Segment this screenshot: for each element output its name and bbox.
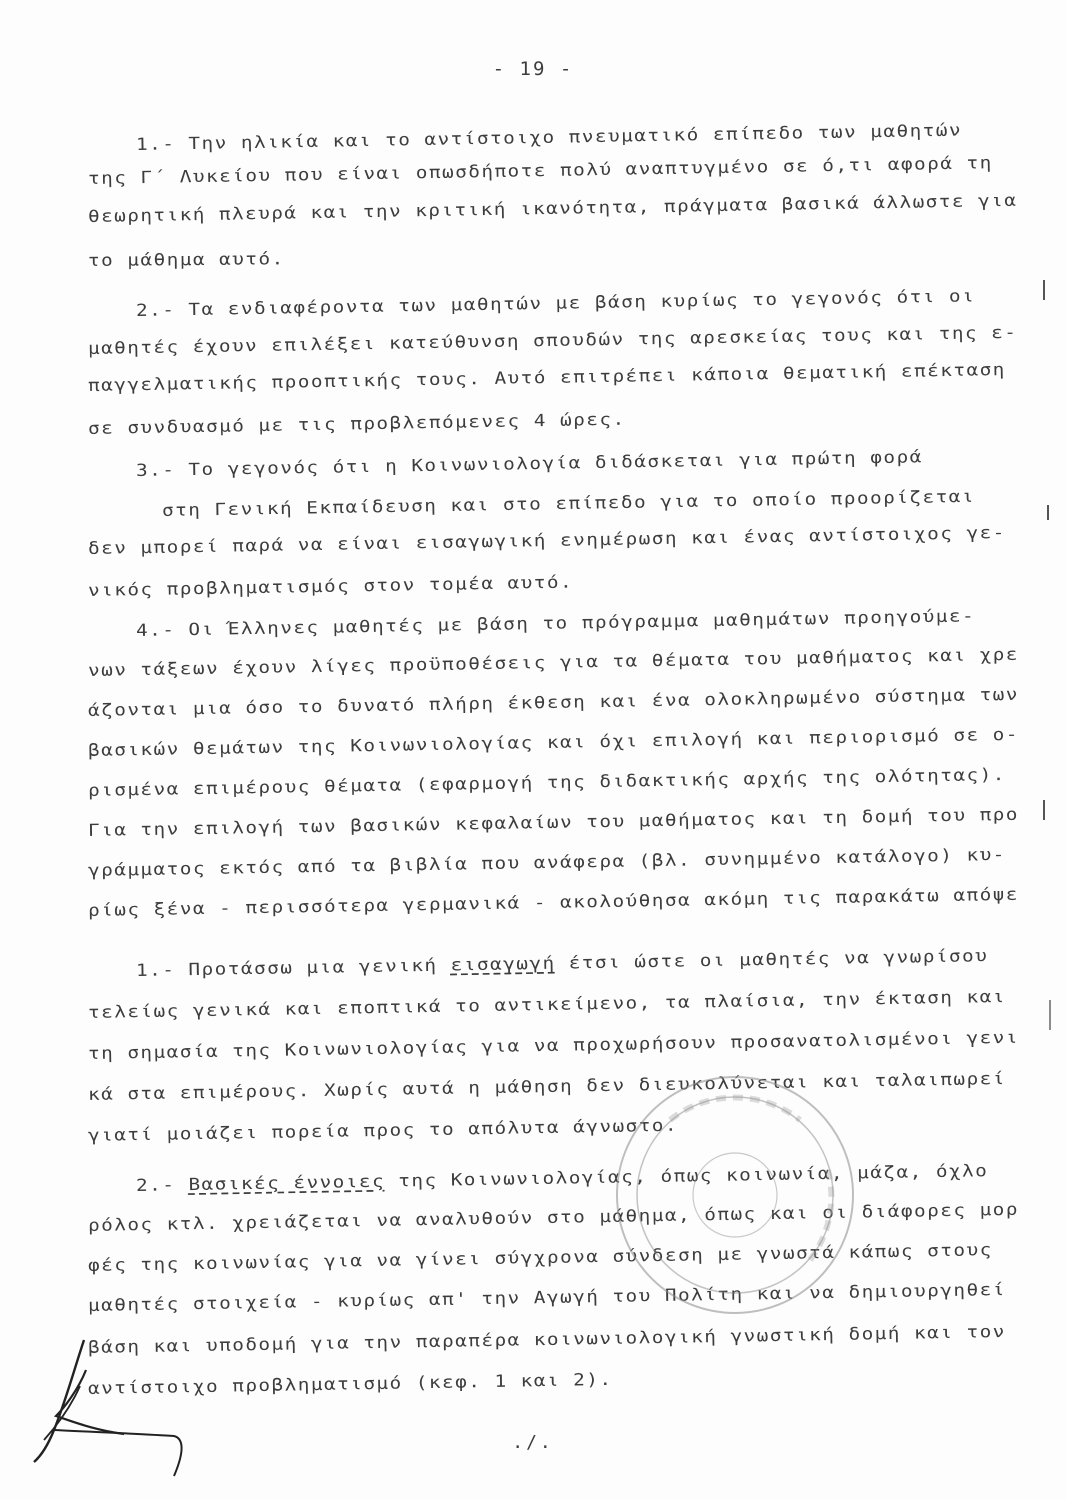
text-segment: της Κοινωνιολογίας, όπως κοινωνία, μάζα, όχλο [384, 1160, 989, 1191]
text-line: σε συνδυασμό με τις προβλεπόμενες 4 ώρες. [87, 408, 626, 438]
text-line: φές της κοινωνίας για να γίνει σύγχρονα σύνδεση με γνωστά κάπως στους [87, 1239, 993, 1275]
text-line: Για την επιλογή των βασικών κεφαλαίων του μαθήματος και τη δομή του προ [87, 803, 1020, 840]
text-line: άζονται μια όσο το δυνατό πλήρη έκθεση και ένα ολοκληρωμένο σύστημα των [87, 683, 1020, 720]
text-line: 1.- Την ηλικία και το αντίστοιχο πνευματικό επίπεδο των μαθητών [135, 119, 963, 154]
underlined-heading: Βασικές έννοιες [188, 1170, 386, 1195]
text-line: το μάθημα αυτό. [87, 248, 285, 270]
underlined-heading: εισαγωγή [450, 952, 556, 975]
text-line: ρίως ξένα - περισσότερα γερμανικά - ακολούθησα ακόμη τις παρακάτω απόψε [87, 883, 1020, 920]
text-line: κά στα επιμέρους. Χωρίς αυτά η μάθηση δεν διευκολύνεται και ταλαιπωρεί [87, 1067, 1007, 1104]
text-line: τελείως γενικά και εποπτικά το αντικείμενο, τα πλαίσια, την έκταση και [87, 985, 1007, 1022]
text-line: γιατί μοιάζει πορεία προς το απόλυτα άγνωστο. [87, 1114, 679, 1145]
text-line: αντίστοιχο προβληματισμό (κεφ. 1 και 2). [87, 1368, 613, 1398]
text-line: δεν μπορεί παρά να είναι εισαγωγική ενημέρωση και ένας αντίστοιχος γε- [87, 521, 1007, 558]
text-line: 4.- Οι Έλληνες μαθητές με βάση το πρόγραμμα μαθημάτων προηγούμε- [135, 605, 976, 640]
text-segment: 2.- [135, 1174, 189, 1195]
handwritten-signature [14, 1330, 194, 1480]
text-line: γράμματος εκτός από τα βιβλία που ανάφερα (βλ. συνημμένο κατάλογο) κυ- [87, 843, 1007, 880]
text-line: νων τάξεων έχουν λίγες προϋποθέσεις για τα θέματα του μαθήματος και χρε [87, 643, 1020, 680]
text-line: θεωρητική πλευρά και την κριτική ικανότητα, πράγματα βασικά άλλωστε για [87, 189, 1018, 226]
page-number: - 19 - [492, 58, 574, 80]
text-line: βάση και υποδομή για την παραπέρα κοινωνιολογική γνωστική δομή και τον [87, 1320, 1007, 1357]
text-line [136, 945, 989, 980]
text-line: τη σημασία της Κοινωνιολογίας για να προχωρήσουν προσανατολισμένοι γενι [87, 1026, 1020, 1063]
text-line: ρόλος κτλ. χρειάζεται να αναλυθούν στο μάθημα, όπως και οι διάφορες μορ [87, 1198, 1020, 1235]
text-segment: 1.- Προτάσσω μια γενική [135, 954, 451, 980]
text-line: 2.- Τα ενδιαφέροντα των μαθητών με βάση κυρίως το γεγονός ότι οι [135, 285, 976, 320]
text-segment: έτσι ώστε οι μαθητές να γνωρίσου [555, 945, 989, 973]
text-line: ρισμένα επιμέρους θέματα (εφαρμογή της διδακτικής αρχής της ολότητας). [87, 763, 1007, 800]
end-mark: ./. [512, 1432, 554, 1453]
text-line: νικός προβληματισμός στον τομέα αυτό. [87, 571, 574, 600]
text-line: της Γ΄ Λυκείου που είναι οπωσδήποτε πολύ αναπτυγμένο σε ό,τι αφορά τη [87, 152, 993, 188]
text-line: στη Γενική Εκπαίδευση και στο επίπεδο για το οποίο προορίζεται [161, 485, 976, 520]
text-line: μαθητές έχουν επιλέξει κατεύθυνση σπουδών της αρεσκείας τους και της ε- [87, 321, 1018, 358]
text-line: 3.- Το γεγονός ότι η Κοινωνιολογία διδάσκεται για πρώτη φορά [135, 446, 923, 480]
text-line: βασικών θεμάτων της Κοινωνιολογίας και όχι επιλογή και περιορισμό σε ο- [87, 723, 1020, 760]
official-stamp [600, 1060, 870, 1330]
text-line: παγγελματικής προοπτικής τους. Αυτό επιτρέπει κάποια θεματική επέκταση [87, 358, 1007, 395]
text-line: μαθητές στοιχεία - κυρίως απ' την Αγωγή του Πολίτη και να δημιουργηθεί [87, 1278, 1007, 1315]
scan-margin-marks [1038, 0, 1058, 1500]
